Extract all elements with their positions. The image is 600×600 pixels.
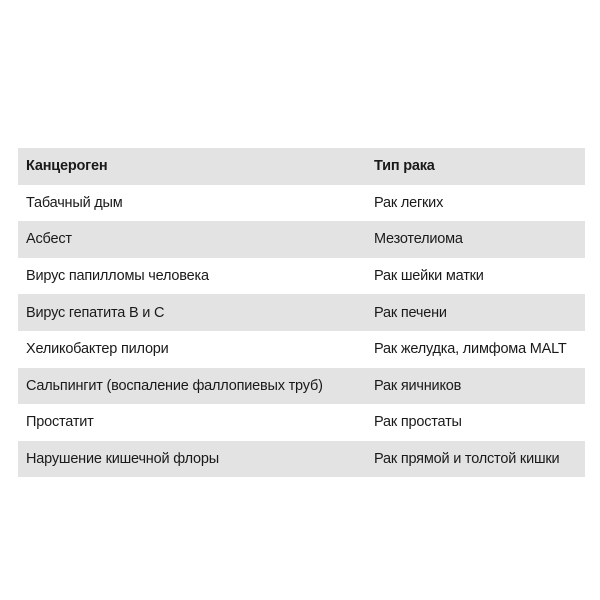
- carcinogen-cell: Нарушение кишечной флоры: [26, 451, 219, 468]
- carcinogen-cell: Асбест: [26, 231, 72, 248]
- cancer-type-cell: Рак печени: [374, 304, 447, 321]
- cancer-type-cell: Рак прямой и толстой кишки: [374, 451, 560, 468]
- table-row: [18, 294, 585, 331]
- header-cancer-type: Тип рака: [374, 158, 435, 175]
- table-row: [18, 221, 585, 258]
- table-row: [18, 404, 585, 441]
- table-row: [18, 331, 585, 368]
- header-carcinogen: Канцероген: [26, 158, 108, 175]
- carcinogen-cell: Простатит: [26, 414, 94, 431]
- cancer-type-cell: Рак шейки матки: [374, 268, 484, 285]
- carcinogen-cell: Табачный дым: [26, 194, 123, 211]
- table-row: [18, 368, 585, 405]
- cancer-type-cell: Мезотелиома: [374, 231, 463, 248]
- carcinogen-cell: Вирус папилломы человека: [26, 268, 209, 285]
- carcinogen-cell: Сальпингит (воспаление фаллопиевых труб): [26, 377, 323, 394]
- carcinogen-cell: Хеликобактер пилори: [26, 341, 169, 358]
- cancer-type-cell: Рак желудка, лимфома MALT: [374, 341, 567, 358]
- cancer-type-cell: Рак легких: [374, 194, 444, 211]
- table-header-row: [18, 148, 585, 185]
- cancer-type-cell: Рак яичников: [374, 377, 462, 394]
- table-row: [18, 258, 585, 295]
- carcinogen-table: [18, 148, 585, 477]
- carcinogen-cell: Вирус гепатита В и С: [26, 304, 165, 321]
- table-row: [18, 441, 585, 478]
- cancer-type-cell: Рак простаты: [374, 414, 462, 431]
- table-row: [18, 185, 585, 222]
